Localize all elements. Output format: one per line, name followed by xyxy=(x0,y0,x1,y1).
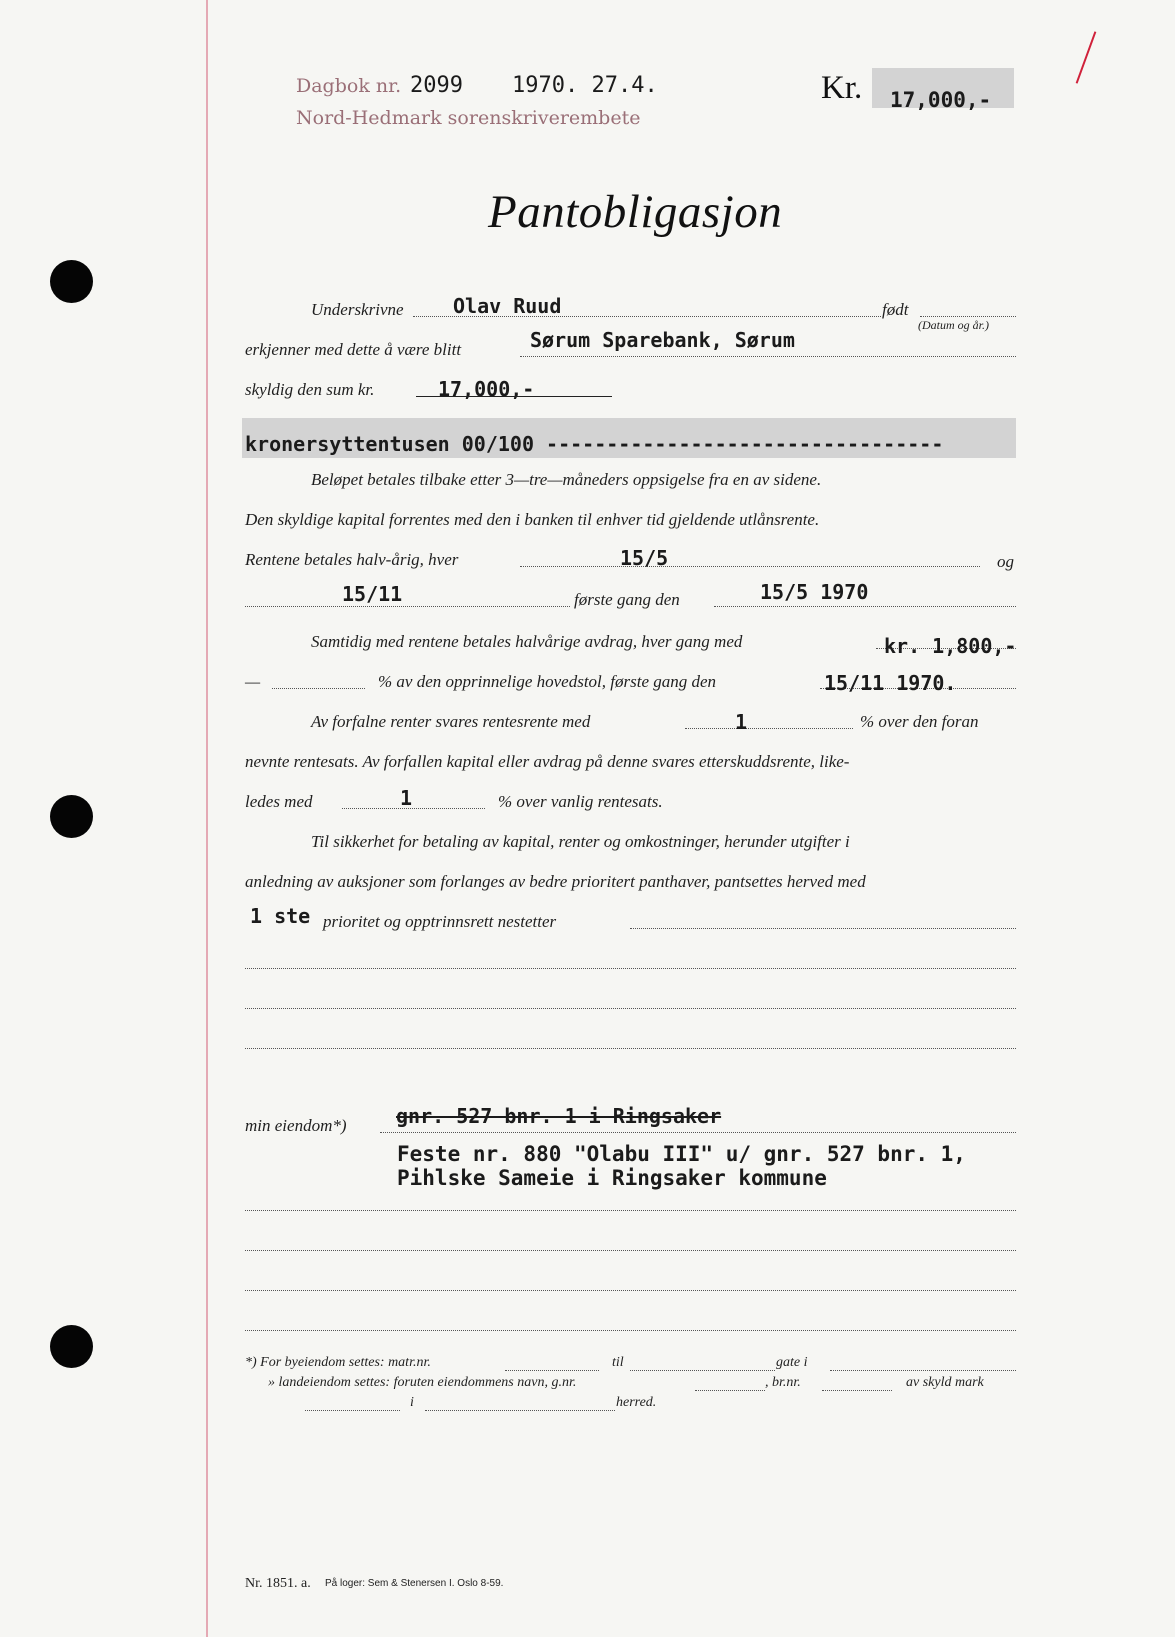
forste-gang-label: første gang den xyxy=(574,590,680,609)
fodt-label: født xyxy=(882,300,909,319)
footnote-dotline xyxy=(425,1410,615,1411)
first-interest-date: 15/5 1970 xyxy=(760,580,869,604)
footnote-dotline xyxy=(822,1390,892,1391)
blank-line xyxy=(245,1290,1016,1291)
footnote-herred: herred. xyxy=(616,1395,657,1410)
eiendom-line xyxy=(380,1132,1016,1133)
prioritet-label: prioritet og opptrinnsrett nestetter xyxy=(323,912,557,931)
form-number: Nr. 1851. a. xyxy=(245,1576,311,1591)
sikkerhet-text: Til sikkerhet for betaling av kapital, renter og omkostninger, herunder utgifter i xyxy=(311,832,850,851)
anledning-text: anledning av auksjoner som forlanges av bedre prioritert panthaver, pantsettes herved med xyxy=(245,872,866,891)
debtor-name: Olav Ruud xyxy=(453,294,562,318)
interest-date-1: 15/5 xyxy=(620,546,669,570)
footnote-brnr: , br.nr. xyxy=(765,1375,801,1390)
printer-imprint: På loger: Sem & Stenersen I. Oslo 8-59. xyxy=(325,1578,504,1589)
sum-in-words: kronersyttentusen 00/100 --------------------------------- xyxy=(245,432,944,456)
blank-line xyxy=(245,1330,1016,1331)
ledes-label: ledes med xyxy=(245,792,313,811)
dash-mark: — xyxy=(245,672,261,691)
interest-text: Den skyldige kapital forrentes med den i banken til enhver tid gjeldende utlånsrente. xyxy=(245,510,820,529)
date1-line xyxy=(520,566,980,567)
footnote-gate: gate i xyxy=(776,1355,808,1370)
stamp-date: 1970. 27.4. xyxy=(512,73,658,98)
percent-line xyxy=(272,688,365,689)
footnote-skyld: av skyld mark xyxy=(906,1375,984,1390)
dagbok-label: Dagbok nr. xyxy=(296,75,402,97)
blank-line xyxy=(245,1008,1016,1009)
red-tick-mark xyxy=(1076,31,1097,83)
punch-hole xyxy=(50,1325,93,1368)
property-line-2: Pihlske Sameie i Ringsaker kommune xyxy=(397,1166,827,1190)
sum-underline xyxy=(416,396,612,397)
footnote-dotline xyxy=(305,1410,400,1411)
over-foran-label: % over den foran xyxy=(860,712,979,731)
repayment-text: Beløpet betales tilbake etter 3—tre—måneders oppsigelse fra en av sidene. xyxy=(311,470,822,489)
footnote-dotline xyxy=(695,1390,765,1391)
samtidig-label: Samtidig med rentene betales halvårige avdrag, hver gang med xyxy=(311,632,743,651)
footnote-dotline xyxy=(630,1370,775,1371)
struck-property: gnr. 527 bnr. 1 i Ringsaker xyxy=(396,1104,722,1128)
erkjenner-label: erkjenner med dette å være blitt xyxy=(245,340,462,359)
nevnte-text: nevnte rentesats. Av forfallen kapital eller avdrag på denne svares etterskuddsrente, like- xyxy=(245,752,850,771)
forfalne-label: Av forfalne renter svares rentesrente med xyxy=(311,712,591,731)
office-stamp: Nord-Hedmark sorenskriverembete xyxy=(296,107,641,129)
punch-hole xyxy=(50,795,93,838)
og-label: og xyxy=(997,552,1014,571)
blank-line xyxy=(245,1048,1016,1049)
etterskudd-value: 1 xyxy=(400,786,413,810)
first-installment-date: 15/11 1970. xyxy=(824,671,957,695)
rentesrente-line xyxy=(685,728,853,729)
page-title: Pantobligasjon xyxy=(488,186,783,238)
interest-date-2: 15/11 xyxy=(342,582,403,606)
skyldig-label: skyldig den sum kr. xyxy=(245,380,375,399)
footnote-line-1: *) For byeiendom settes: matr.nr. xyxy=(245,1355,431,1370)
header-amount: 17,000,- xyxy=(890,88,992,112)
rentesrente-value: 1 xyxy=(735,710,748,734)
punch-hole xyxy=(50,260,93,303)
blank-line xyxy=(245,1250,1016,1251)
over-vanlig-label: % over vanlig rentesats. xyxy=(498,792,663,811)
prosent-label: % av den opprinnelige hovedstol, første gang den xyxy=(378,672,717,691)
footnote-dotline xyxy=(830,1370,1016,1371)
sum-amount: 17,000,- xyxy=(438,377,535,401)
rentene-label: Rentene betales halv-årig, hver xyxy=(245,550,459,569)
prioritet-line xyxy=(630,928,1016,929)
blank-line xyxy=(245,968,1016,969)
property-line-1: Feste nr. 880 "Olabu III" u/ gnr. 527 bnr. 1, xyxy=(397,1142,966,1166)
installment-amount: kr. 1,800,- xyxy=(884,634,1017,658)
footnote-dotline xyxy=(505,1370,599,1371)
footnote-i: i xyxy=(410,1395,414,1410)
eiendom-label: min eiendom*) xyxy=(245,1116,347,1135)
datum-note: (Datum og år.) xyxy=(918,318,989,332)
first-date-line xyxy=(714,606,1016,607)
creditor-name: Sørum Sparebank, Sørum xyxy=(530,328,795,352)
dagbok-number: 2099 xyxy=(410,73,463,98)
birth-line xyxy=(920,316,1016,317)
kr-label: Kr. xyxy=(821,70,863,106)
margin-line xyxy=(206,0,208,1637)
footnote-line-2: » landeiendom settes: foruten eiendommens navn, g.nr. xyxy=(268,1375,577,1390)
blank-line xyxy=(245,1210,1016,1211)
underskrivne-label: Underskrivne xyxy=(311,300,404,319)
priority-value: 1 ste xyxy=(250,904,311,928)
etterskudd-line xyxy=(342,808,485,809)
footnote-til: til xyxy=(612,1355,624,1370)
date2-line xyxy=(245,606,570,607)
creditor-line xyxy=(520,356,1016,357)
